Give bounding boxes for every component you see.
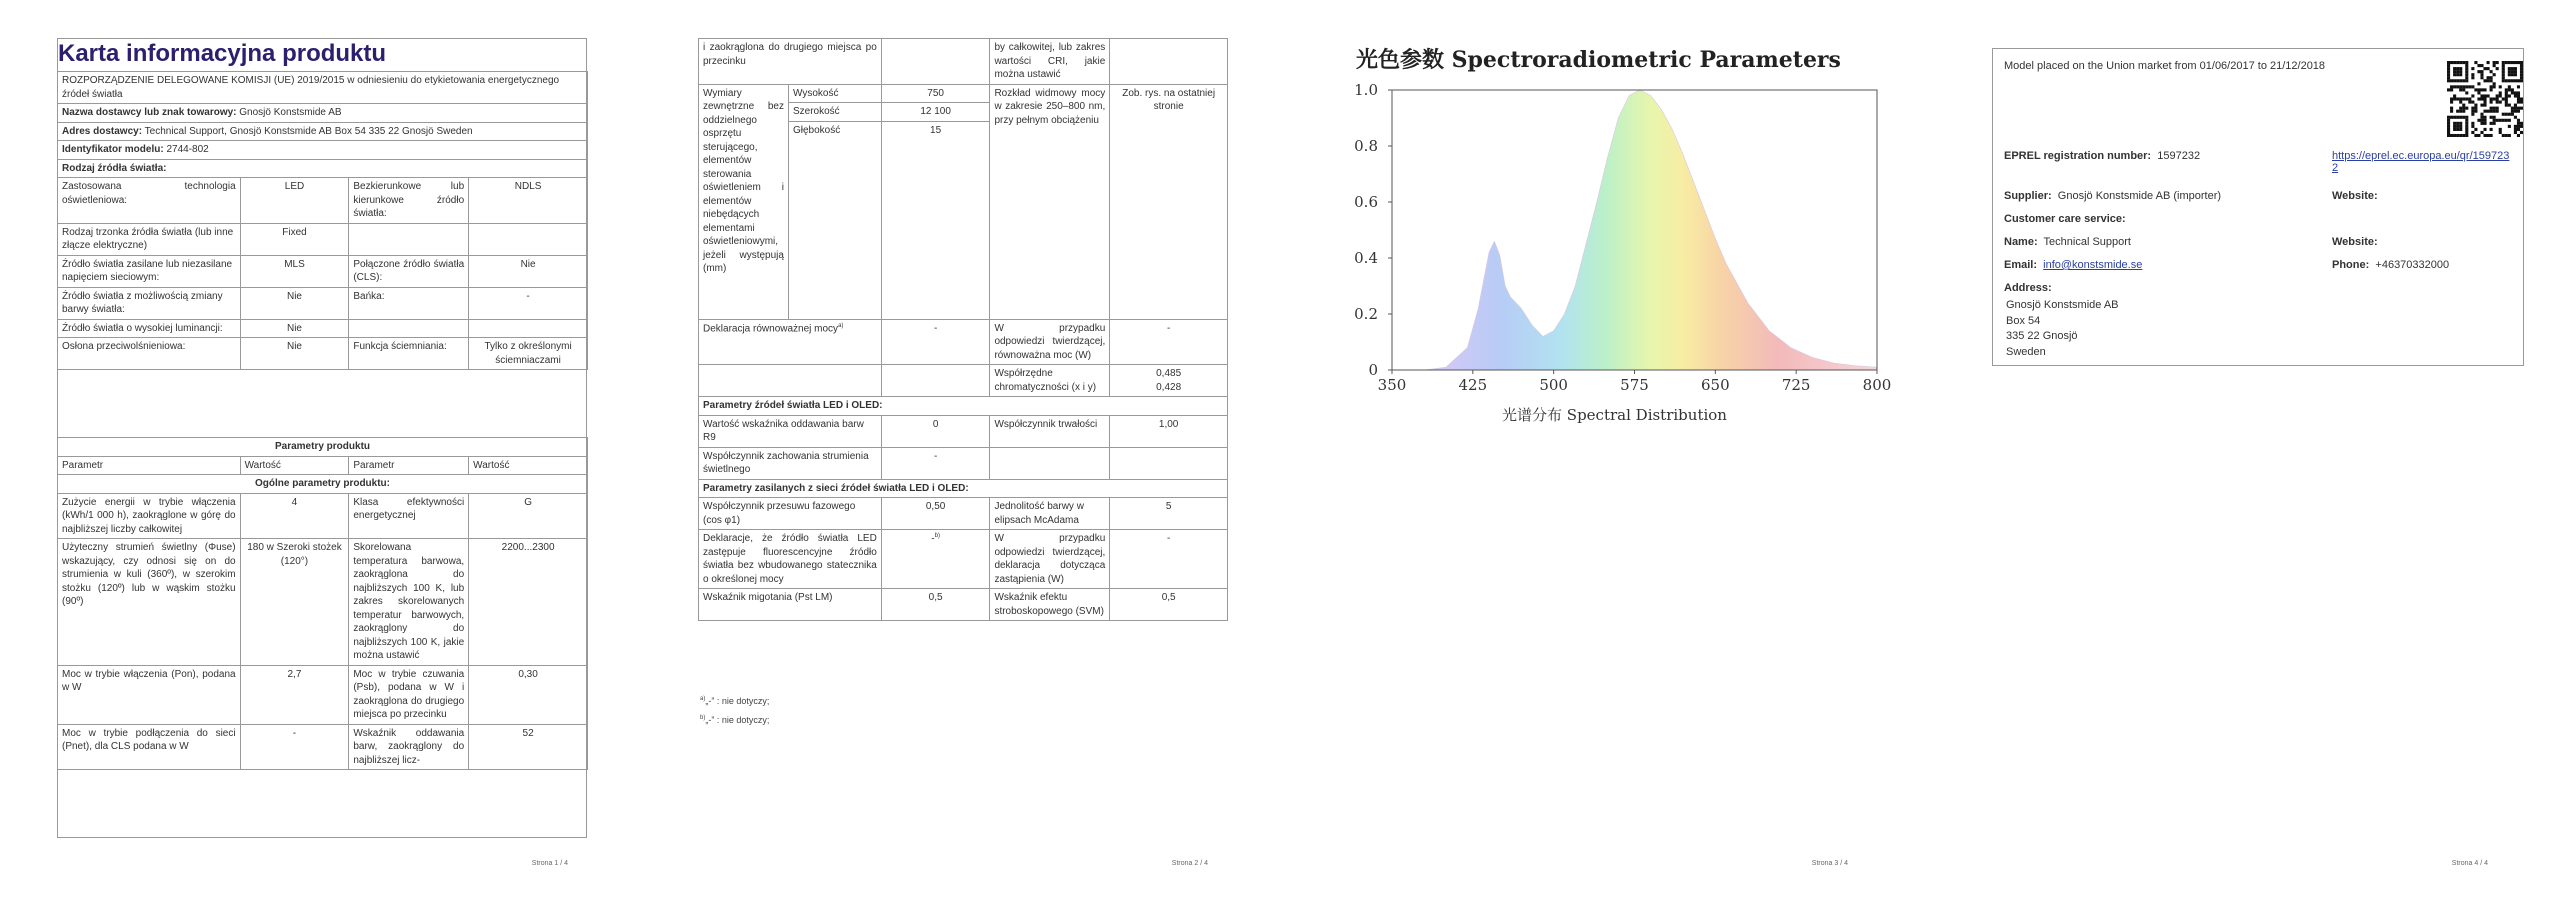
name-label: Name: [2004,236,2038,248]
energy-label: Zużycie energii w trybie włączenia (kWh/1 000 h), zaokrąglone w górę do najbliższej liczby całkowitej [58,493,241,539]
col-param-2: Parametr [349,456,469,475]
supplier-row [58,104,588,123]
cct-label: Skorelowana temperatura barwowa, zaokrąglona do najbliższych 100 K, lub zakres skorelowanych temperatur barwowych, zaokrąglony do najbliższych 100 K, jakie można ustawić [349,539,469,666]
spd-value: Zob. rys. na ostatniej stronie [1110,84,1228,319]
x-tick-label: 575 [1620,376,1649,394]
y-tick-label: 0.8 [1354,137,1378,155]
address-label: Address: [2004,282,2052,294]
spectral-chart [1280,70,1920,440]
eprel-label: EPREL registration number: [2004,150,2152,162]
cap-value: Fixed [240,223,349,255]
supplier-value: Gnosjö Konstsmide AB (importer) [2057,190,2222,202]
cont-left: i zaokrąglona do drugiego miejsca po przecinku [699,39,882,85]
supplier-value: Gnosjö Konstsmide AB [239,107,342,118]
eprel-value: 1597232 [2157,150,2201,162]
energy-value: 4 [240,493,349,539]
tunable-value: Nie [240,287,349,319]
envelope-value: - [469,287,588,319]
surv-label: Współczynnik trwałości [990,415,1110,447]
x-axis-label: 光谱分布 Spectral Distribution [1502,406,1727,424]
cls-label: Połączone źródło światła (CLS): [349,255,469,287]
dir-value: NDLS [469,178,588,224]
pon-label: Moc w trybie włączenia (Pon), podana w W [58,665,241,724]
page-number: Strona 3 / 4 [1811,860,1848,867]
col-value-2: Wartość [469,456,588,475]
x-tick-label: 800 [1862,376,1892,394]
cont-right: by całkowitej, lub zakres wartości CRI, jakie można ustawić [990,39,1110,85]
pnet-value: - [240,724,349,770]
col-value-1: Wartość [240,456,349,475]
tunable-label: Źródło światła z możliwością zmiany barwy światła: [58,287,241,319]
email-link[interactable]: info@konstsmide.se [2043,259,2143,271]
eq-power-label: W przypadku odpowiedzi twierdzącej, równoważna moc (W) [990,319,1110,365]
pnet-label: Moc w trybie podłączenia do sieci (Pnet), dla CLS podana w W [58,724,241,770]
document-title: Karta informacyjna produktu [58,40,387,67]
spd-label: Rozkład widmowy mocy w zakresie 250–800 nm, przy pełnym obciążeniu [990,84,1110,319]
footnote-a: $^{a)}$„-” : nie dotyczy; [700,696,770,706]
page-1 [0,0,640,905]
phone-row [2332,259,2449,271]
supplier-row [2004,190,2221,202]
glare-value: Nie [240,338,349,370]
mains-value: MLS [240,255,349,287]
address-line: Gnosjö Konstsmide AB [2006,299,2119,311]
website2-label: Website: [2332,236,2378,248]
y-tick-label: 0.2 [1354,305,1378,323]
chroma-y: 0,428 [1156,381,1182,393]
x-tick-label: 500 [1539,376,1568,394]
x-tick-label: 650 [1701,376,1730,394]
chroma-values [1110,365,1228,397]
tech-label: Zastosowana technologia oświetleniowa: [58,178,241,224]
supplier-table [57,71,588,370]
hl-value: Nie [240,319,349,338]
replace-label: Deklaracje, że źródło światła LED zastępuje fluorescencyjne źródło światła bez wbudowanego statecznika o określonej mocy [699,530,882,589]
eprel-link[interactable]: https://eprel.ec.europa.eu/qr/1597232 [2332,150,2510,174]
psb-label: Moc w trybie czuwania (Psb), podana w W i zaokrąglona do drugiego miejsca po przecinku [349,665,469,724]
strobo-value: 0,5 [1110,589,1228,621]
model-label: Identyfikator modelu: [62,144,164,155]
address-block [2006,298,2119,360]
cap-label: Rodzaj trzonka źródła światła (lub inne złącze elektryczne) [58,223,241,255]
qr-code-icon [2447,61,2523,137]
mains-label: Źródło światła zasilane lub niezasilane napięciem sieciowym: [58,255,241,287]
depth-value: 15 [881,121,990,319]
x-tick-label: 425 [1458,376,1488,394]
x-tick-label: 350 [1377,376,1407,394]
class-label: Klasa efektywności energetycznej [349,493,469,539]
supplier-label: Supplier: [2004,190,2052,202]
name-row [2004,236,2131,248]
height-label: Wysokość [788,84,881,103]
r9-value: 0 [881,415,990,447]
width-label: Szerokość [788,103,881,122]
phi-value: 0,50 [881,498,990,530]
x-tick-label: 725 [1781,376,1811,394]
address-row [58,122,588,141]
page-number: Strona 2 / 4 [1171,860,1208,867]
page-4 [1920,0,2560,905]
flicker-label: Wskaźnik migotania (Pst LM) [699,589,882,621]
envelope-label: Bańka: [349,287,469,319]
dim-value: Tylko z określonymi ściemniaczami [469,338,588,370]
website-label: Website: [2332,190,2378,202]
depth-label: Głębokość [788,121,881,319]
psb-value: 0,30 [469,665,588,724]
replace-value: - [931,533,935,545]
page-number: Strona 1 / 4 [531,860,568,867]
spectrum-area [1424,90,1877,370]
model-row [58,141,588,160]
pon-value: 2,7 [240,665,349,724]
surv-value: 1,00 [1110,415,1228,447]
mcadam-label: Jednolitość barwy w elipsach McAdama [990,498,1110,530]
strobo-label: Wskaźnik efektu stroboskopowego (SVM) [990,589,1110,621]
maint-value: - [881,447,990,479]
eq-label-cell [699,319,882,365]
eq-footnote-mark: a) [838,322,844,329]
care-label: Customer care service: [2004,213,2126,225]
dims-label: Wymiary zewnętrzne bez oddzielnego osprzętu sterującego, elementów sterowania oświetleniem i elementów niebędących elementami oświetleniowymi, jeżeli występują (mm) [699,84,789,319]
email-row [2004,259,2142,271]
flux-label: Użyteczny strumień świetlny (Φuse) wskazujący, czy odnosi się on do strumienia w kuli (360º), w szerokim stożku (120º) lub w wąskim stożku (90º) [58,539,241,666]
placed-on-market: Model placed on the Union market from 01/06/2017 to 21/12/2018 [2004,60,2326,72]
email-label: Email: [2004,259,2038,271]
led-heading: Parametry źródeł światła LED i OLED: [699,397,1228,416]
flux-value: 180 w Szeroki stożek (120°) [240,539,349,666]
model-value: 2744-802 [166,144,209,155]
source-type-heading: Rodzaj źródła światła: [58,159,588,178]
general-heading: Ogólne parametry produktu: [58,475,588,494]
address-line: Sweden [2006,345,2046,358]
glare-label: Osłona przeciwolśnieniowa: [58,338,241,370]
tech-value: LED [240,178,349,224]
chroma-label: Współrzędne chromatyczności (x i y) [990,365,1110,397]
page-2 [640,0,1280,905]
footnote-b-mark: b) [700,715,706,721]
y-tick-label: 1.0 [1354,81,1378,99]
chart-title: 光色参数 Spectroradiometric Parameters [1356,47,1841,73]
height-value: 750 [881,84,990,103]
replace-footnote-mark: b) [934,533,940,539]
parameters-table [57,437,588,770]
class-value: G [469,493,588,539]
y-tick-label: 0 [1368,361,1378,379]
phone-value: +46370332000 [2375,259,2450,271]
chroma-x: 0,485 [1156,368,1182,379]
cri-label: Wskaźnik oddawania barw, zaokrąglony do najbliższej licz- [349,724,469,770]
address-value: Technical Support, Gnosjö Konstsmide AB Box 54 335 22 Gnosjö Sweden [144,125,473,137]
eq-label: Deklaracja równoważnej mocy [703,322,839,334]
mcadam-value: 5 [1110,498,1228,530]
eq-value: - [881,319,990,365]
page-number: Strona 4 / 4 [2451,860,2488,867]
y-tick-label: 0.4 [1354,249,1378,267]
r9-label: Wartość wskaźnika oddawania barw R9 [699,415,882,447]
footnote-a-mark: a) [700,696,706,702]
regulation-text: ROZPORZĄDZENIE DELEGOWANE KOMISJI (UE) 2019/2015 w odniesieniu do etykietowania energetycznego źródeł światła [58,72,588,104]
flicker-value: 0,5 [881,589,990,621]
replace-value-cell [881,530,990,589]
cls-value: Nie [469,255,588,287]
eprel-row [2004,150,2200,162]
phone-label: Phone: [2332,259,2370,271]
dir-label: Bezkierunkowe lub kierunkowe źródło światła: [349,178,469,224]
width-value: 12 100 [881,103,990,122]
address-line: 335 22 Gnosjö [2006,330,2078,342]
address-label: Adres dostawcy: [62,125,143,137]
page-3 [1280,0,1920,905]
replace-power-value: - [1110,530,1228,589]
cri-value: 52 [469,724,588,770]
mains-heading: Parametry zasilanych z sieci źródeł światła LED i OLED: [699,479,1228,498]
name-value: Technical Support [2043,236,2131,248]
col-param-1: Parametr [58,456,241,475]
phi-label: Współczynnik przesuwu fazowego (cos φ1) [699,498,882,530]
dim-label: Funkcja ściemniania: [349,338,469,370]
maint-label: Współczynnik zachowania strumienia świetlnego [699,447,882,479]
y-tick-label: 0.6 [1354,193,1378,211]
eq-power-value: - [1110,319,1228,365]
hl-label: Źródło światła o wysokiej luminancji: [58,319,241,338]
supplier-label: Nazwa dostawcy lub znak towarowy: [62,107,237,118]
address-line: Box 54 [2006,314,2041,327]
footnote-b: $^{b)}$„-” : nie dotyczy; [700,715,770,725]
cct-value: 2200...2300 [469,539,588,666]
replace-power-label: W przypadku odpowiedzi twierdzącej, deklaracja dotycząca zastąpienia (W) [990,530,1110,589]
parameters-table-continued [698,38,1228,621]
params-heading: Parametry produktu [58,438,588,457]
